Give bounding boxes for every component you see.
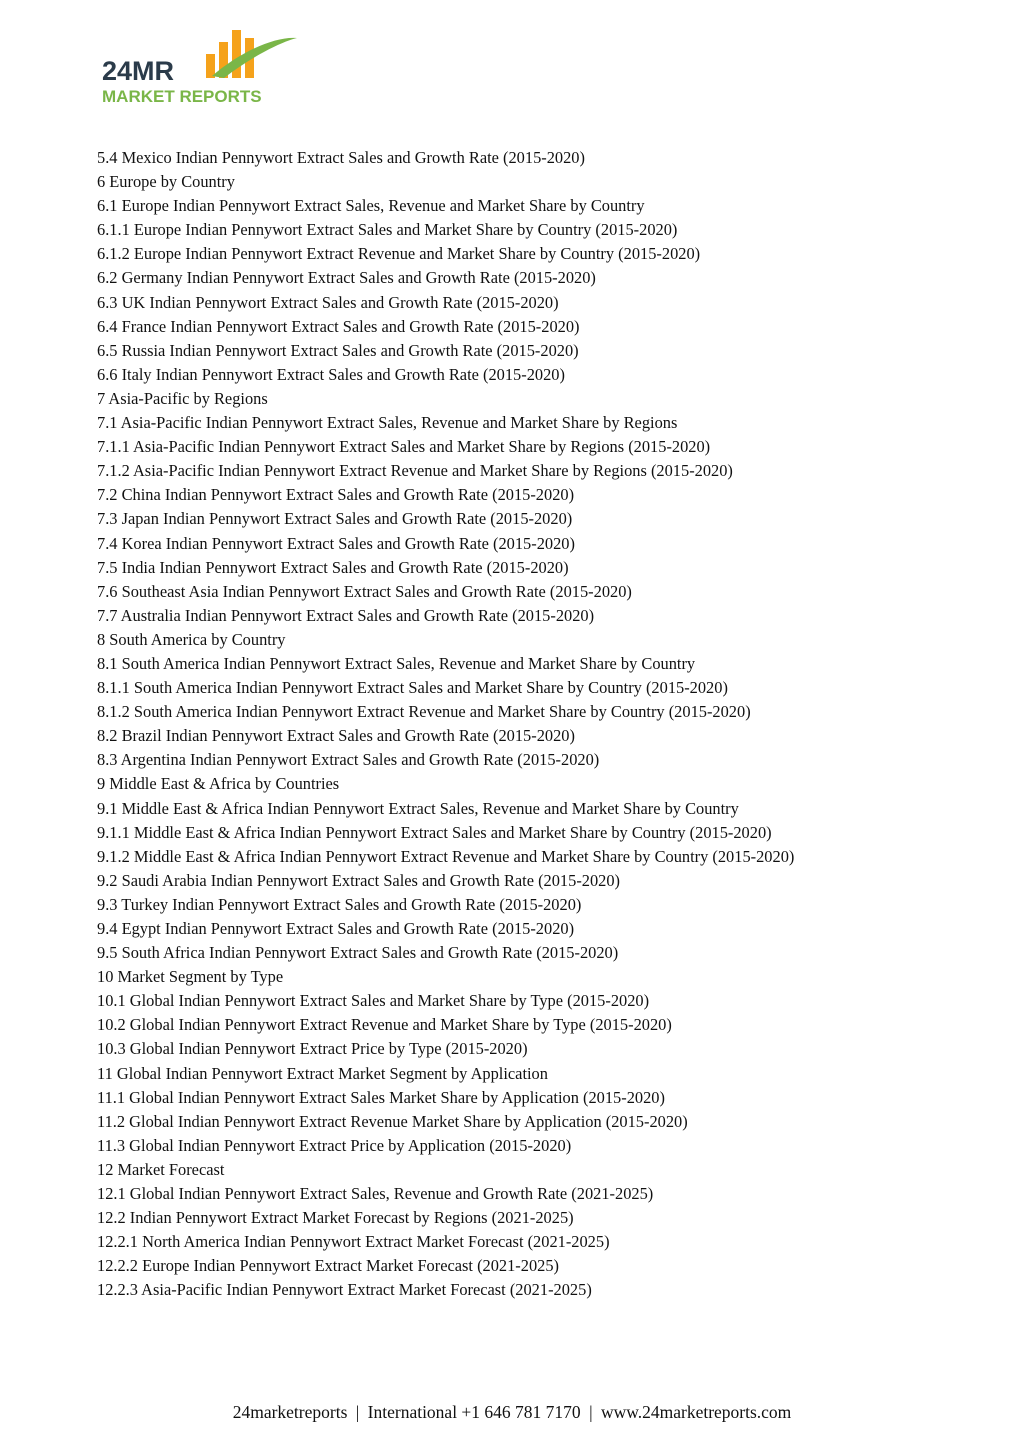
toc-entry: 7.4 Korea Indian Pennywort Extract Sales and Growth Rate (2015-2020) — [97, 533, 575, 553]
toc-entry: 5.4 Mexico Indian Pennywort Extract Sales and Growth Rate (2015-2020) — [97, 148, 585, 167]
toc-entry: 10.3 Global Indian Pennywort Extract Price by Type (2015-2020) — [97, 1039, 528, 1059]
toc-entry: 8.1 South America Indian Pennywort Extract Sales, Revenue and Market Share by Country — [97, 653, 696, 673]
toc-entry: 9.5 South Africa Indian Pennywort Extract Sales and Growth Rate (2015-2020) — [97, 943, 619, 963]
toc-entry: 6.1.2 Europe Indian Pennywort Extract Revenue and Market Share by Country (2015-2020) — [97, 244, 701, 264]
toc-entry: 10.2 Global Indian Pennywort Extract Revenue and Market Share by Type (2015-2020) — [97, 1015, 672, 1035]
toc-entry: 9.2 Saudi Arabia Indian Pennywort Extract Sales and Growth Rate (2015-2020) — [97, 870, 621, 890]
logo-top-text: 24MR — [102, 56, 175, 86]
toc-entry: 6.4 France Indian Pennywort Extract Sales and Growth Rate (2015-2020) — [97, 316, 580, 336]
toc-entry: 9.1.1 Middle East & Africa Indian Pennywort Extract Sales and Market Share by Country (2015-2020) — [97, 822, 772, 842]
toc-entry: 9.4 Egypt Indian Pennywort Extract Sales and Growth Rate (2015-2020) — [97, 919, 575, 938]
toc-entry: 7.1 Asia-Pacific Indian Pennywort Extract Sales, Revenue and Market Share by Regions — [97, 413, 678, 433]
toc-entry: 7.5 India Indian Pennywort Extract Sales and Growth Rate (2015-2020) — [97, 557, 569, 577]
logo-bar-1 — [206, 54, 215, 78]
toc-entry: 6 Europe by Country — [97, 172, 235, 192]
logo-graphic — [100, 28, 310, 108]
table-of-contents — [97, 146, 977, 1303]
toc-entry: 10.1 Global Indian Pennywort Extract Sales and Market Share by Type (2015-2020) — [97, 991, 650, 1011]
toc-entry: 6.1 Europe Indian Pennywort Extract Sales, Revenue and Market Share by Country — [97, 196, 645, 216]
toc-entry: 12.1 Global Indian Pennywort Extract Sales, Revenue and Growth Rate (2021-2025) — [97, 1184, 654, 1204]
footer-separator: | — [355, 1402, 360, 1422]
footer-separator: | — [589, 1402, 593, 1422]
toc-entry: 12.2 Indian Pennywort Extract Market Forecast by Regions (2021-2025) — [97, 1208, 574, 1228]
toc-entry: 7 Asia-Pacific by Regions — [97, 388, 268, 408]
toc-entry: 12.2.1 North America Indian Pennywort Extract Market Forecast (2021-2025) — [97, 1232, 610, 1252]
toc-entry: 9.1 Middle East & Africa Indian Pennywort Extract Sales, Revenue and Market Share by Country — [97, 798, 739, 818]
toc-entry: 9 Middle East & Africa by Countries — [97, 774, 340, 794]
company-logo — [100, 28, 310, 108]
toc-entry: 8.3 Argentina Indian Pennywort Extract Sales and Growth Rate (2015-2020) — [97, 750, 600, 770]
toc-entry: 11.3 Global Indian Pennywort Extract Price by Application (2015-2020) — [97, 1135, 572, 1155]
toc-entry: 7.3 Japan Indian Pennywort Extract Sales and Growth Rate (2015-2020) — [97, 509, 573, 529]
toc-entry: 11.2 Global Indian Pennywort Extract Revenue Market Share by Application (2015-2020) — [97, 1111, 688, 1131]
toc-entry: 6.1.1 Europe Indian Pennywort Extract Sales and Market Share by Country (2015-2020) — [97, 220, 678, 240]
toc-entry: 8.1.2 South America Indian Pennywort Extract Revenue and Market Share by Country (2015-2020) — [97, 702, 751, 722]
toc-entry: 7.7 Australia Indian Pennywort Extract Sales and Growth Rate (2015-2020) — [97, 605, 595, 625]
toc-entry: 6.2 Germany Indian Pennywort Extract Sales and Growth Rate (2015-2020) — [97, 268, 596, 288]
toc-entry: 8.1.1 South America Indian Pennywort Extract Sales and Market Share by Country (2015-2020) — [97, 678, 728, 698]
footer-company: 24marketreports — [232, 1402, 348, 1422]
toc-entry: 11 Global Indian Pennywort Extract Market Segment by Application — [97, 1063, 548, 1083]
toc-entry: 10 Market Segment by Type — [97, 967, 284, 987]
toc-entry: 7.1.2 Asia-Pacific Indian Pennywort Extract Revenue and Market Share by Regions (2015-2020) — [97, 461, 733, 481]
toc-entry: 8.2 Brazil Indian Pennywort Extract Sales and Growth Rate (2015-2020) — [97, 726, 575, 746]
toc-entry: 6.5 Russia Indian Pennywort Extract Sales and Growth Rate (2015-2020) — [97, 340, 579, 360]
toc-entry: 12 Market Forecast — [97, 1159, 225, 1179]
toc-entry: 12.2.3 Asia-Pacific Indian Pennywort Extract Market Forecast (2021-2025) — [97, 1280, 592, 1300]
toc-entry: 12.2.2 Europe Indian Pennywort Extract Market Forecast (2021-2025) — [97, 1256, 560, 1276]
toc-entry: 7.1.1 Asia-Pacific Indian Pennywort Extract Sales and Market Share by Regions (2015-2020) — [97, 437, 711, 457]
toc-entry: 11.1 Global Indian Pennywort Extract Sales Market Share by Application (2015-2020) — [97, 1087, 665, 1107]
toc-entry: 9.1.2 Middle East & Africa Indian Pennywort Extract Revenue and Market Share by Country (2015-2020) — [97, 846, 795, 866]
toc-entry: 6.3 UK Indian Pennywort Extract Sales and Growth Rate (2015-2020) — [97, 292, 559, 312]
toc-entry: 9.3 Turkey Indian Pennywort Extract Sales and Growth Rate (2015-2020) — [97, 894, 582, 914]
toc-entry: 8 South America by Country — [97, 629, 286, 649]
logo-bottom-text: MARKET REPORTS — [102, 87, 262, 106]
footer-phone: International +1 646 781 7170 — [367, 1402, 581, 1422]
footer-website[interactable]: www.24marketreports.com — [600, 1402, 792, 1422]
page-footer — [0, 1400, 1024, 1424]
toc-entry: 6.6 Italy Indian Pennywort Extract Sales and Growth Rate (2015-2020) — [97, 364, 565, 384]
toc-entry: 7.2 China Indian Pennywort Extract Sales and Growth Rate (2015-2020) — [97, 485, 575, 505]
toc-entry: 7.6 Southeast Asia Indian Pennywort Extract Sales and Growth Rate (2015-2020) — [97, 581, 632, 601]
